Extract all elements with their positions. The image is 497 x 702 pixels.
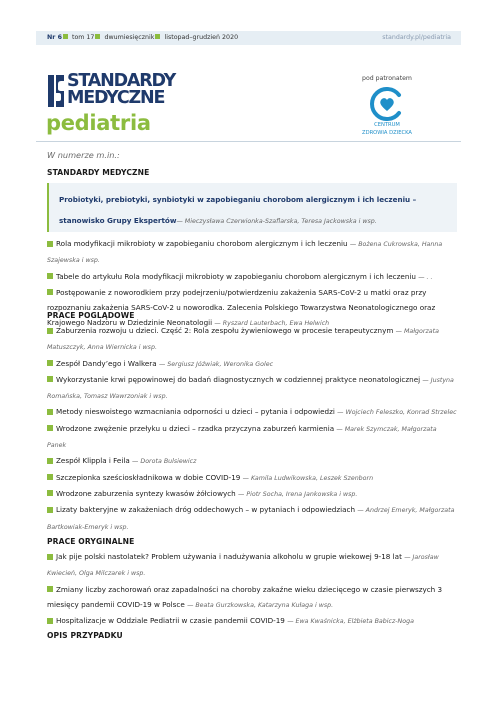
issue-info-bar: [36, 31, 461, 45]
bullet-square-icon: [47, 409, 53, 415]
article-authors: — Bożena Cukrowska, Hanna Szajewska i wsp.: [47, 241, 443, 265]
list-item[interactable]: [47, 404, 457, 420]
intro-text: W numerze m.in.:: [47, 150, 120, 160]
bullet-square-icon: [47, 474, 53, 480]
article-title[interactable]: Zaburzenia rozwoju u dzieci. Część 2: Rola zespołu żywieniowego w procesie terapeutycznym: [56, 326, 394, 335]
list-item[interactable]: [47, 236, 457, 269]
list-item[interactable]: [47, 372, 457, 405]
section-opis: [47, 631, 457, 640]
issue-info: [47, 32, 238, 44]
issue-number: Nr 6: [47, 34, 62, 41]
volume: tom 17: [71, 34, 95, 41]
article-title[interactable]: Zespół Klippla i Feila: [56, 456, 130, 466]
bullet-square-icon: [47, 273, 53, 279]
bullet-square-icon: [47, 425, 53, 431]
section-title: OPIS PRZYPADKU: [47, 631, 123, 640]
article-authors: — Ewa Kwaśnicka, Elżbieta Babicz-Noga: [287, 618, 414, 626]
list-item[interactable]: [47, 421, 457, 454]
article-authors: — Justyna Romańska, Tomasz Wawrzoniak i wsp.: [47, 376, 454, 401]
bullet-square-icon: [47, 376, 53, 382]
article-title[interactable]: Rola modyfikacji mikrobioty w zapobieganiu chorobom alergicznym i ich leczeniu: [56, 239, 348, 248]
patronage-line-2: ZDROWIA DZIECKA: [362, 129, 412, 136]
bullet-square-icon: [47, 328, 53, 334]
bullet-square-icon: [47, 241, 53, 247]
article-title[interactable]: Jak pije polski nastolatek? Problem używania i nadużywania alkoholu w grupie wiekowej 9-18 lat: [56, 552, 402, 561]
bullet-square-icon: [47, 554, 53, 560]
article-title[interactable]: Zmiany liczby zachorowań oraz zapadalności na choroby zakaźne wieku dziecięcego w czasie pierwszych 3 miesięcy pandemii COVID-19 w Polsce: [47, 584, 443, 609]
article-authors: — Wojciech Feleszko, Konrad Strzelec: [337, 409, 457, 417]
article-title[interactable]: Wykorzystanie krwi pępowinowej do badań diagnostycznych w codziennej praktyce neonatologicznej: [56, 374, 421, 384]
article-title[interactable]: Wrodzone zwężenie przełyku u dzieci – rzadka przyczyna zaburzeń karmienia: [56, 423, 335, 433]
list-item[interactable]: [47, 502, 457, 535]
article-authors: — Małgorzata Matuszczyk, Anna Wiernicka i wsp.: [47, 328, 439, 352]
article-title[interactable]: Lizaty bakteryjne w zakażeniach dróg oddechowych – w pytaniach i odpowiedziach: [56, 505, 356, 515]
divider: [36, 141, 461, 142]
bullet-square-icon: [47, 490, 53, 496]
separator-square-icon: [63, 34, 68, 39]
section-poglady: [47, 311, 457, 535]
list-item[interactable]: [47, 356, 457, 372]
section-oryginalne: [47, 537, 457, 629]
article-authors: — Sergiusz Jóźwiak, Weronika Golec: [158, 360, 274, 368]
article-title[interactable]: Hospitalizacje w Oddziale Pediatrii w czasie pandemii COVID-19: [56, 616, 285, 626]
separator-square-icon: [95, 34, 100, 39]
article-authors: — . .: [418, 273, 433, 281]
article-authors: — Jarosław Kwiecień, Olga Milczarek i wsp.: [47, 554, 439, 578]
issue-date: listopad–grudzień 2020: [164, 34, 239, 41]
patronage-label: pod patronatem: [362, 75, 412, 82]
article-title[interactable]: Szczepionka sześcioskładnikowa w dobie COVID-19: [56, 472, 241, 482]
logo-line-1: STANDARDY: [67, 71, 176, 91]
separator-square-icon: [155, 34, 160, 39]
list-item[interactable]: [47, 323, 457, 356]
article-authors: — Beata Gurzkowska, Katarzyna Kułaga i wsp.: [187, 601, 334, 609]
list-item[interactable]: [47, 613, 457, 629]
list-item[interactable]: [47, 486, 457, 502]
article-title[interactable]: Zespół Dandy’ego i Walkera: [56, 358, 157, 368]
article-authors: — Andrzej Emeryk, Małgorzata Bartkowiak-Emeryk i wsp.: [47, 507, 455, 531]
patronage-block: [352, 75, 422, 136]
list-item[interactable]: [47, 549, 457, 582]
article-authors: — Kamila Ludwikowska, Leszek Szenborn: [242, 474, 374, 482]
patronage-line-1: CENTRUM: [374, 122, 400, 128]
heart-c-icon: [369, 87, 405, 121]
featured-article[interactable]: [47, 183, 457, 232]
section-standardy: [47, 168, 457, 332]
bullet-square-icon: [47, 618, 53, 624]
featured-authors: — Mieczysława Czerwionka-Szaflarska, Teresa Jackowska i wsp.: [176, 217, 377, 225]
article-title[interactable]: Metody nieswoistego wzmacniania odporności u dzieci – pytania i odpowiedzi: [56, 407, 335, 417]
logo-line-2: MEDYCZNE: [67, 88, 165, 108]
bullet-square-icon: [47, 507, 53, 513]
bullet-square-icon: [47, 289, 53, 295]
list-item[interactable]: [47, 269, 457, 285]
section-title: STANDARDY MEDYCZNE: [47, 168, 150, 177]
section-title: PRACE ORYGINALNE: [47, 537, 135, 546]
frequency: dwumiesięcznik: [104, 34, 155, 41]
article-authors: — Piotr Socha, Irena Jankowska i wsp.: [238, 490, 358, 498]
article-authors: — Dorota Bulsiewicz: [132, 458, 197, 466]
article-title[interactable]: Tabele do artykułu Rola modyfikacji mikrobioty w zapobieganiu chorobom alergicznym i ich leczeniu: [56, 271, 416, 281]
bullet-square-icon: [47, 458, 53, 464]
logo-wordmark: [67, 73, 175, 107]
list-item[interactable]: [47, 470, 457, 486]
bullet-square-icon: [47, 360, 53, 366]
journal-url[interactable]: standardy.pl/pediatria: [382, 34, 451, 41]
list-item[interactable]: [47, 453, 457, 469]
section-title: PRACE POGLĄDOWE: [47, 311, 135, 320]
list-item[interactable]: [47, 582, 457, 614]
journal-name: pediatria: [46, 111, 151, 135]
article-authors: — Ryszard Lauterbach, Ewa Helwich: [214, 320, 330, 328]
article-title[interactable]: Postępowanie z noworodkiem przy podejrzeniu/potwierdzeniu zakażenia SARS-CoV-2 u matki oraz przy rozpoznaniu zakażenia SARS-CoV-2 u noworodka. Zalecenia Polskiego Towarzystwa Neonatologicznego oraz Krajowego Nadzoru w Dziedzinie Neonatologii: [47, 287, 436, 328]
featured-title[interactable]: Probiotyki, prebiotyki, synbiotyki w zapobieganiu chorobom alergicznym i ich leczeniu – stanowisko Grupy Ekspertów: [59, 195, 417, 225]
article-authors: — Marek Szymczak, Małgorzata Panek: [47, 425, 437, 450]
bullet-square-icon: [47, 586, 53, 592]
logo-s-mark-icon: [48, 75, 64, 107]
article-title[interactable]: Wrodzone zaburzenia syntezy kwasów żółciowych: [56, 488, 236, 498]
